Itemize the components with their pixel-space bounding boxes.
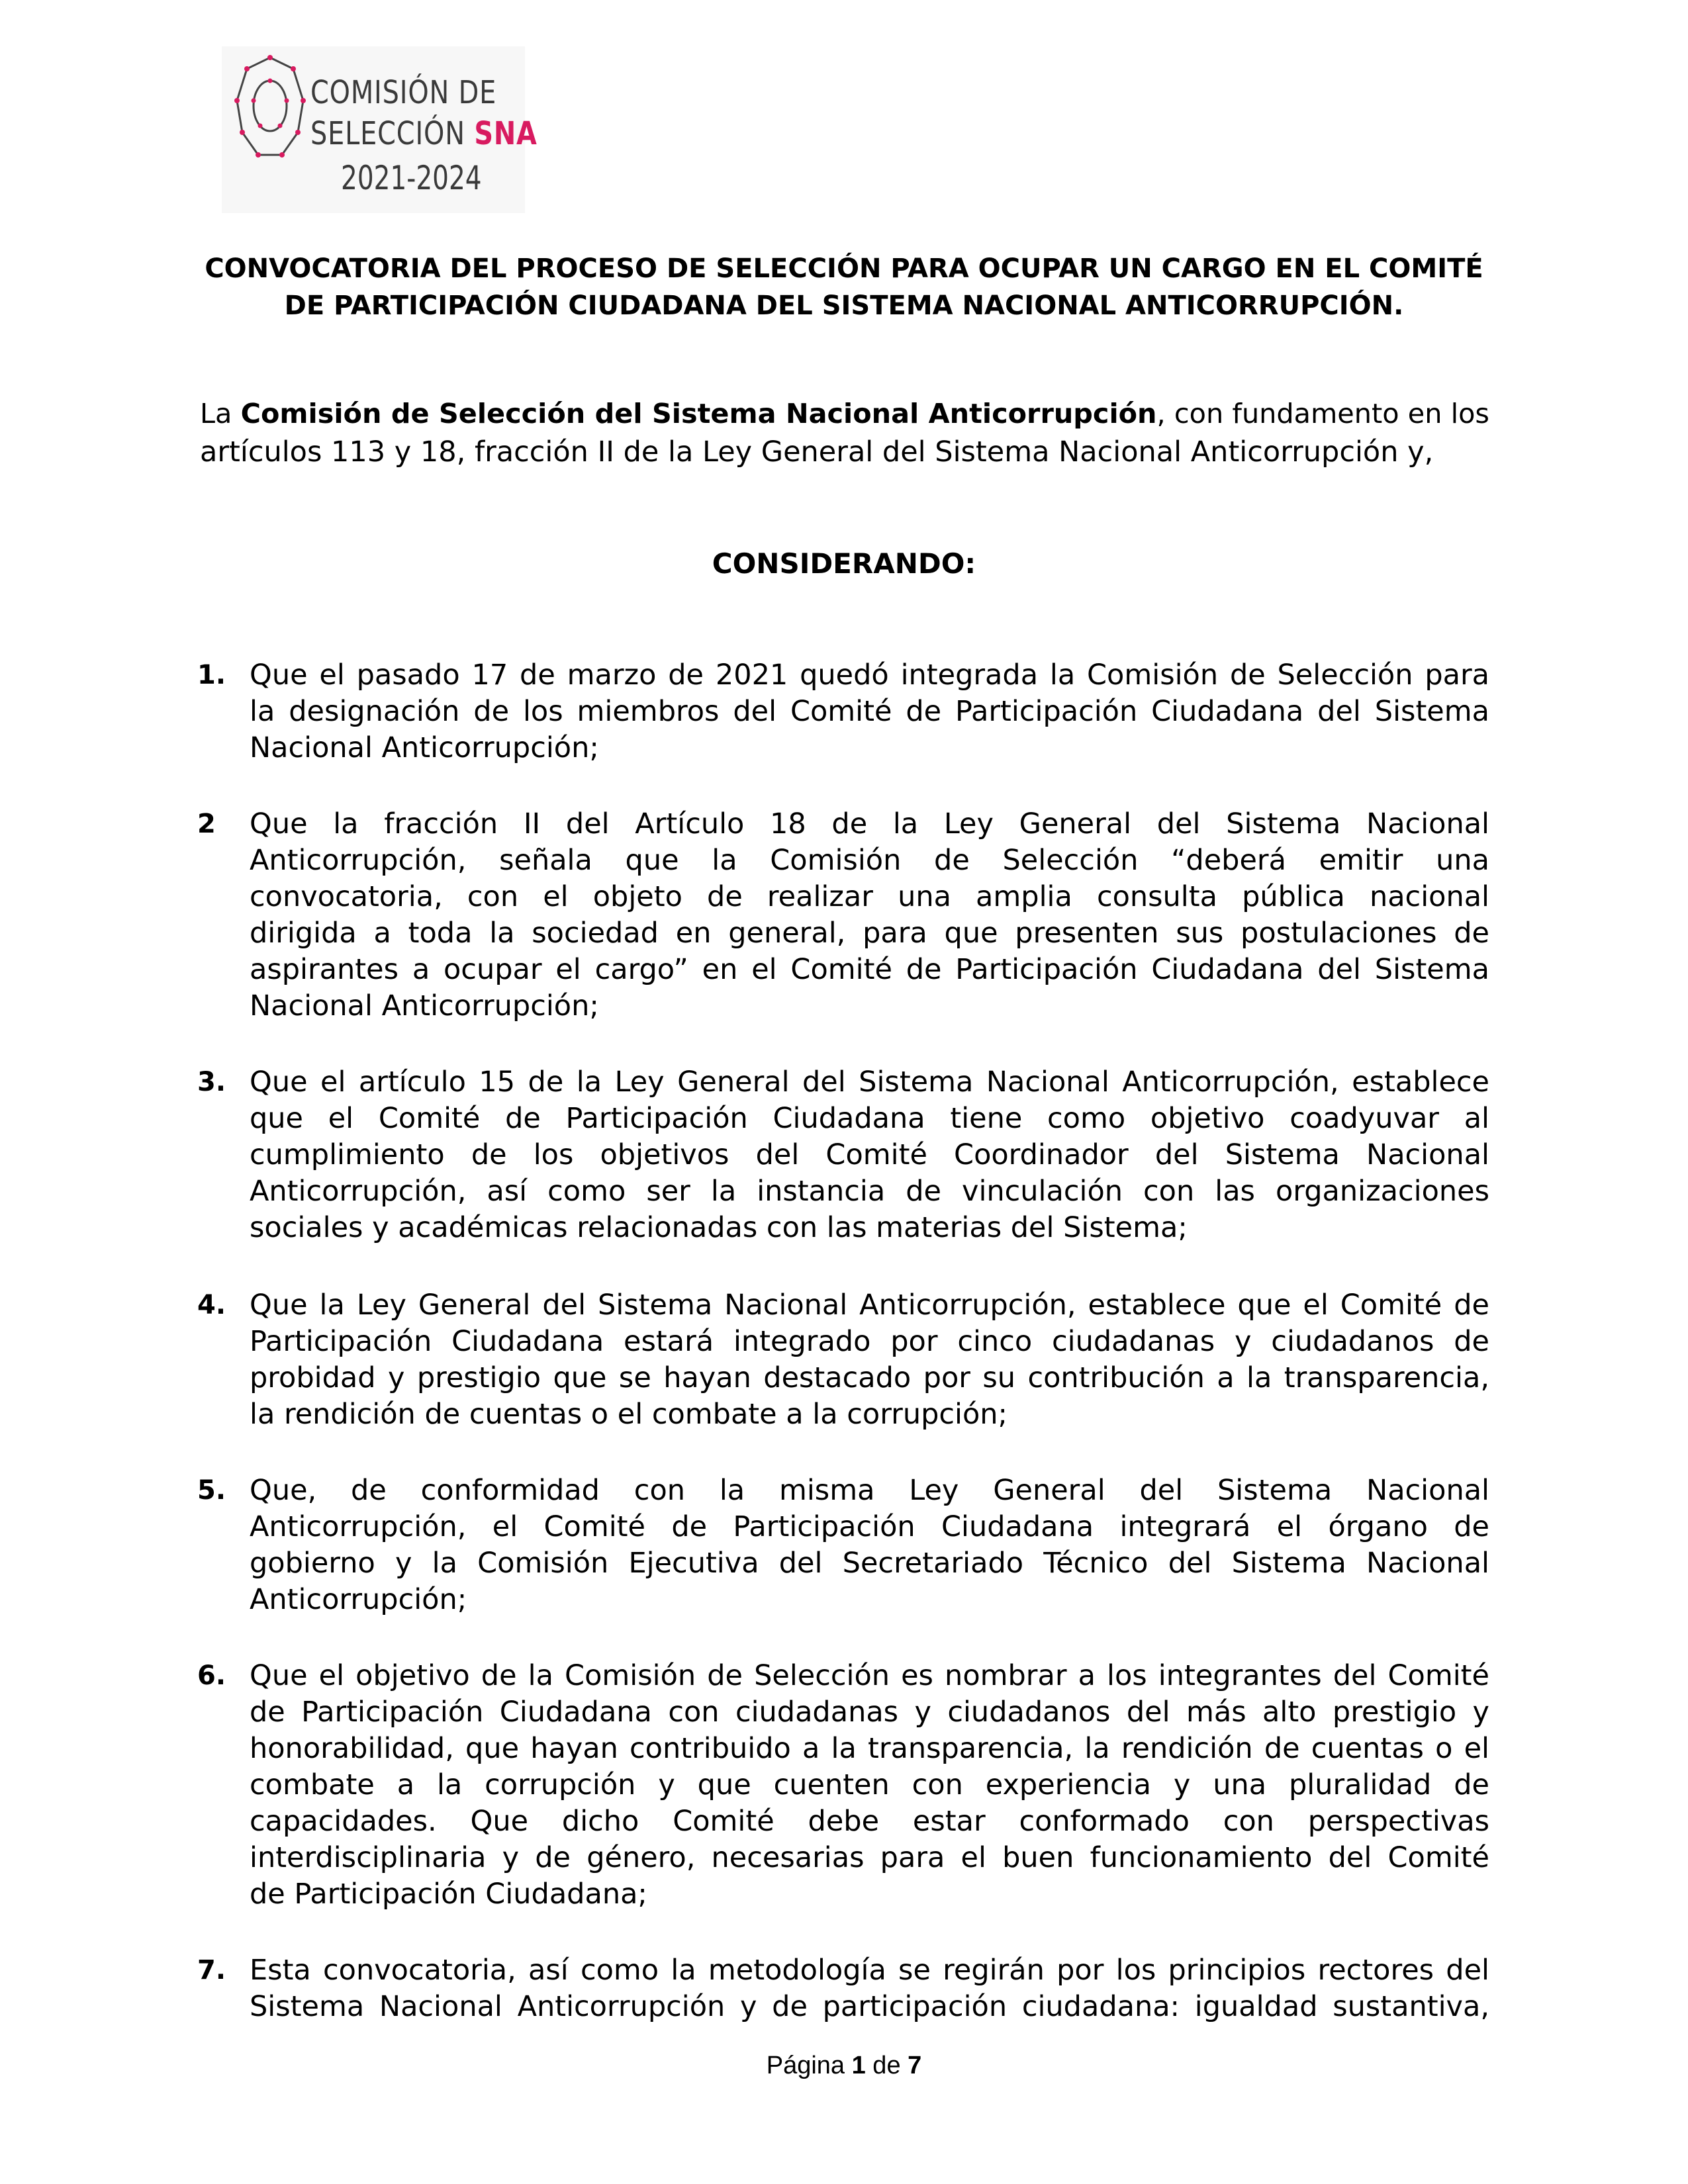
list-item-line: Que la Ley General del Sistema Nacional Anticorrupción, establece que el Comité de (250, 1289, 1489, 1322)
intro-commission-name: Comisión de Selección del Sistema Nacional Anticorrupción (240, 398, 1157, 430)
list-item-line: probidad y prestigio que se hayan destacado por su contribución a la transparencia, (250, 1361, 1489, 1394)
octagon-seal-icon (234, 54, 306, 163)
list-item-line: Esta convocatoria, así como la metodología se regirán por los principios rectores del (250, 1954, 1489, 1987)
page-footer (0, 2049, 1688, 2082)
document-title-line2: DE PARTICIPACIÓN CIUDADANA DEL SISTEMA NACIONAL ANTICORRUPCIÓN. (284, 291, 1404, 321)
list-item-line: capacidades. Que dicho Comité debe estar conformado con perspectivas (250, 1805, 1489, 1838)
list-item-line: combate a la corrupción y que cuenten con experiencia y una pluralidad de (250, 1768, 1489, 1801)
list-item-line: interdisciplinaria y de género, necesarias para el buen funcionamiento del Comité (250, 1841, 1489, 1874)
list-item-line: Que el artículo 15 de la Ley General del Sistema Nacional Anticorrupción, establece (250, 1066, 1489, 1099)
list-item-line: la designación de los miembros del Comité de Participación Ciudadana del Sistema (250, 695, 1489, 728)
footer-label: Página (766, 2052, 852, 2079)
list-item-line: Que el pasado 17 de marzo de 2021 quedó integrada la Comisión de Selección para (250, 659, 1489, 692)
intro-suffix: , con fundamento en los (1156, 398, 1489, 430)
list-item-line: la rendición de cuentas o el combate a la corrupción; (250, 1398, 1008, 1431)
document-title-line1: CONVOCATORIA DEL PROCESO DE SELECCIÓN PARA OCUPAR UN CARGO EN EL COMITÉ (205, 253, 1483, 284)
list-item-line: Nacional Anticorrupción; (250, 731, 599, 764)
list-item-number: 7. (197, 1955, 226, 1985)
logo-text-line2 (310, 115, 538, 152)
list-item-number: 5. (197, 1475, 226, 1506)
list-item-line: Sistema Nacional Anticorrupción y de participación ciudadana: igualdad sustantiva, (250, 1990, 1489, 2023)
intro-paragraph-line2: artículos 113 y 18, fracción II de la Ley General del Sistema Nacional Anticorrupción y, (200, 435, 1434, 469)
list-item-line: Anticorrupción, así como ser la instancia de vinculación con las organizaciones (250, 1175, 1489, 1208)
total-page-count: 7 (908, 2052, 922, 2079)
commission-logo (222, 46, 538, 213)
list-item-line: Que la fracción II del Artículo 18 de la Ley General del Sistema Nacional (250, 807, 1489, 841)
logo-years: 2021-2024 (341, 159, 482, 197)
list-item-line: de Participación Ciudadana; (250, 1878, 647, 1911)
list-item-line: dirigida a toda la sociedad en general, para que presenten sus postulaciones de (250, 917, 1489, 950)
list-item-line: aspirantes a ocupar el cargo” en el Comité de Participación Ciudadana del Sistema (250, 953, 1489, 986)
list-item-number: 3. (197, 1067, 226, 1097)
list-item-line: Que, de conformidad con la misma Ley General del Sistema Nacional (250, 1474, 1489, 1507)
list-item-line: Que el objetivo de la Comisión de Selección es nombrar a los integrantes del Comité (250, 1659, 1489, 1692)
list-item-line: Participación Ciudadana estará integrado por cinco ciudadanas y ciudadanos de (250, 1325, 1489, 1358)
logo-text-line1: COMISIÓN DE (310, 74, 497, 111)
list-item-number: 2 (197, 809, 216, 839)
list-item-line: cumplimiento de los objetivos del Comité Coordinador del Sistema Nacional (250, 1138, 1489, 1171)
list-item-line: convocatoria, con el objeto de realizar una amplia consulta pública nacional (250, 880, 1489, 913)
list-item-line: Nacional Anticorrupción; (250, 989, 599, 1023)
list-item-number: 6. (197, 1661, 226, 1691)
intro-paragraph-line1 (200, 395, 1489, 432)
list-item-line: Anticorrupción, el Comité de Participación Ciudadana integrará el órgano de (250, 1510, 1489, 1543)
logo-text-sna: SNA (474, 115, 538, 152)
list-item-line: honorabilidad, que hayan contribuido a la transparencia, la rendición de cuentas o el (250, 1732, 1489, 1765)
list-item-line: que el Comité de Participación Ciudadana tiene como objetivo coadyuvar al (250, 1102, 1489, 1135)
list-item-line: sociales y académicas relacionadas con las materias del Sistema; (250, 1211, 1188, 1244)
list-item-line: gobierno y la Comisión Ejecutiva del Secretariado Técnico del Sistema Nacional (250, 1547, 1489, 1580)
footer-of: de (865, 2052, 908, 2079)
section-heading: CONSIDERANDO: (712, 547, 976, 580)
list-item-line: de Participación Ciudadana con ciudadanas y ciudadanos del más alto prestigio y (250, 1696, 1489, 1729)
list-item-line: Anticorrupción; (250, 1583, 467, 1616)
logo-text-selection: SELECCIÓN (310, 115, 475, 152)
list-item-line: Anticorrupción, señala que la Comisión de Selección “deberá emitir una (250, 844, 1489, 877)
current-page-number: 1 (851, 2052, 866, 2079)
list-item-number: 4. (197, 1290, 226, 1320)
list-item-number: 1. (197, 660, 226, 690)
intro-prefix: La (200, 398, 241, 430)
